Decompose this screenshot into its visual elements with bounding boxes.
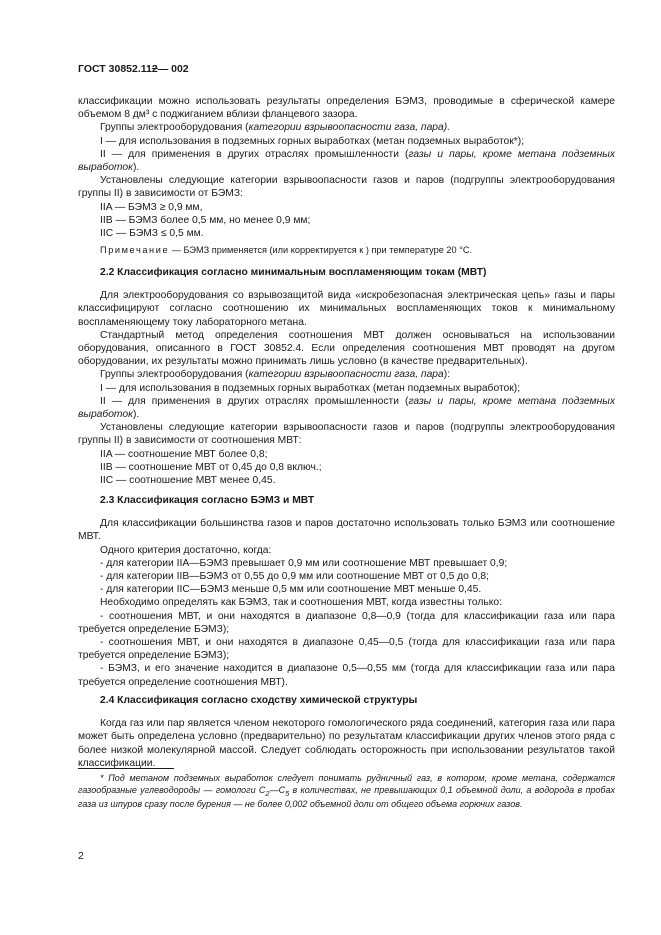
footnote-a: * Под метаном подземных выработок следует понимать рудничный газ, в котором, кроме метана, содержатся газообразные углеводороды — гомологи C: [78, 773, 615, 795]
groups-lead: Группы электрооборудования (: [100, 369, 249, 381]
list-item: - для категории IIC—БЭМЗ меньше 0,5 мм или соотношение МВТ меньше 0,45.: [100, 584, 482, 596]
header-title-strike: 2: [151, 63, 158, 75]
groups-end: ):: [443, 369, 451, 381]
section-2-4: [78, 694, 615, 770]
note-text: — БЭМЗ применяется (или корректируется к ) при температуре 20 °C.: [169, 245, 473, 256]
list-item: - соотношения МВТ, и они находятся в диапазоне 0,45—0,5 (тогда для классификации газа или пара требуется определение БЭМЗ);: [78, 637, 615, 662]
categories-intro: Установлены следующие категории взрывоопасности газов и паров (подгруппы электрооборудования группы II) в зависимости от БЭМЗ:: [78, 175, 615, 200]
section-2-3: [78, 494, 615, 689]
group-ii-c: ).: [132, 162, 140, 174]
list-item: - для категории IIA—БЭМЗ превышает 0,9 мм или соотношение МВТ превышает 0,9;: [100, 557, 508, 569]
list-item: - соотношения МВТ, и они находятся в диапазоне 0,8—0,9 (тогда для классификации газа или пара требуется определение БЭМЗ);: [78, 610, 615, 635]
groups-italic: категории взрывоопасности газа, пара: [248, 369, 444, 381]
section-title: 2.3 Классификация согласно БЭМЗ и МВТ: [100, 495, 315, 506]
document-header: [78, 63, 189, 75]
group-i: I — для использования в подземных горных выработках (метан подземных выработок*);: [100, 135, 525, 147]
category-iia: IIA — БЭМЗ ≥ 0,9 мм,: [100, 201, 203, 213]
groups-italic: категории взрывоопасности газа, пара).: [248, 122, 451, 134]
footnote: [78, 773, 615, 811]
paragraph: Стандартный метод определения соотношения МВТ должен основываться на использовании оборудования, описанного в ГОСТ 30852.4. Если определения соотношения МВТ проводят на другом оборудовании, их результаты можно принимать лишь условно (в качестве предварительных).: [78, 329, 615, 368]
group-ii-b: газы и пары, кроме метана подземных выработок: [78, 395, 615, 421]
paragraph: Необходимо определять как БЭМЗ, так и соотношения МВТ, когда известны только:: [100, 597, 502, 609]
section-title: 2.2 Классификация согласно минимальным воспламеняющим токам (МВТ): [100, 267, 487, 278]
groups-line: [78, 121, 615, 134]
paragraph: Для классификации большинства газов и паров достаточно использовать только БЭМЗ или соотношение МВТ.: [78, 518, 615, 543]
group-i: I — для использования в подземных горных выработках (метан подземных выработок);: [100, 382, 521, 394]
categories-intro: Установлены следующие категории взрывоопасности газов и паров (подгруппы электрооборудования группы II) в зависимости от соотношения МВТ:: [78, 422, 615, 447]
group-ii: [78, 395, 615, 421]
group-ii-c: ).: [132, 409, 140, 421]
category-iic: IIC — соотношение МВТ менее 0,45.: [100, 475, 276, 487]
group-ii: [78, 148, 615, 174]
groups-line: [78, 368, 615, 381]
list-item: - БЭМЗ, и его значение находится в диапазоне 0,5—0,55 мм (тогда для классификации газа или пара требуется определение соотношения МВТ).: [78, 663, 615, 688]
intro-block: [78, 95, 615, 257]
section-title: 2.4 Классификация согласно сходству химической структуры: [100, 695, 418, 706]
paragraph: классификации можно использовать результаты определения БЭМЗ, проводимые в сферической камере объемом 8 дм³ с поджиганием вблизи фланцевого зазора.: [78, 96, 615, 121]
footnote-sub2: 5: [285, 788, 290, 798]
group-ii-a: II — для применения в других отраслях промышленности (: [100, 395, 409, 407]
paragraph: Для электрооборудования со взрывозащитой вида «искробезопасная электрическая цепь» газы и пары классифицируют согласно соотношению их минимальных воспламеняющих токов к минимальному воспламеняющему току лабораторного метана.: [78, 290, 615, 328]
category-iic: IIC — БЭМЗ ≤ 0,5 мм.: [100, 228, 204, 240]
groups-lead: Группы электрооборудования (: [100, 122, 249, 134]
category-iib: IIB — соотношение МВТ от 0,45 до 0,8 включ.;: [100, 461, 322, 473]
footnote-rule: [78, 768, 174, 769]
footnote-c: в количествах, не превышающих 0,1 объемной доли, а водорода в пробах газа из шпуров сразу после бурения — не более 0,002 объемной доли от общего объема горючих газов.: [78, 784, 615, 809]
footnote-sub1: 2: [265, 788, 270, 798]
note-label: Примечание: [100, 245, 170, 256]
paragraph: Когда газ или пар является членом некоторого гомологического ряда соединений, категория газа или пара может быть определена условно (предварительно) по результатам классификации других членов этого ряда с более низкой молекулярной массой. Следует соблюдать осторожность при использовании результатов такой классификации.: [78, 718, 615, 769]
header-title-a: ГОСТ 30852.11: [78, 63, 152, 75]
section-2-2: [78, 266, 615, 487]
paragraph: Одного критерия достаточно, когда:: [100, 544, 272, 556]
footnote-block: [78, 768, 615, 811]
category-iia: IIA — соотношение МВТ более 0,8;: [100, 448, 268, 460]
list-item: - для категории IIB—БЭМЗ от 0,55 до 0,9 мм или соотношение МВТ от 0,5 до 0,8;: [100, 571, 489, 583]
page-number: 2: [78, 850, 84, 862]
footnote-b: —C: [269, 784, 286, 795]
note: [78, 244, 615, 257]
header-title-b: — 002: [157, 63, 189, 75]
group-ii-b: газы и пары, кроме метана подземных выработок: [78, 148, 615, 174]
group-ii-a: II — для применения в других отраслях промышленности (: [100, 148, 409, 160]
category-iib: IIB — БЭМЗ более 0,5 мм, но менее 0,9 мм;: [100, 214, 311, 226]
